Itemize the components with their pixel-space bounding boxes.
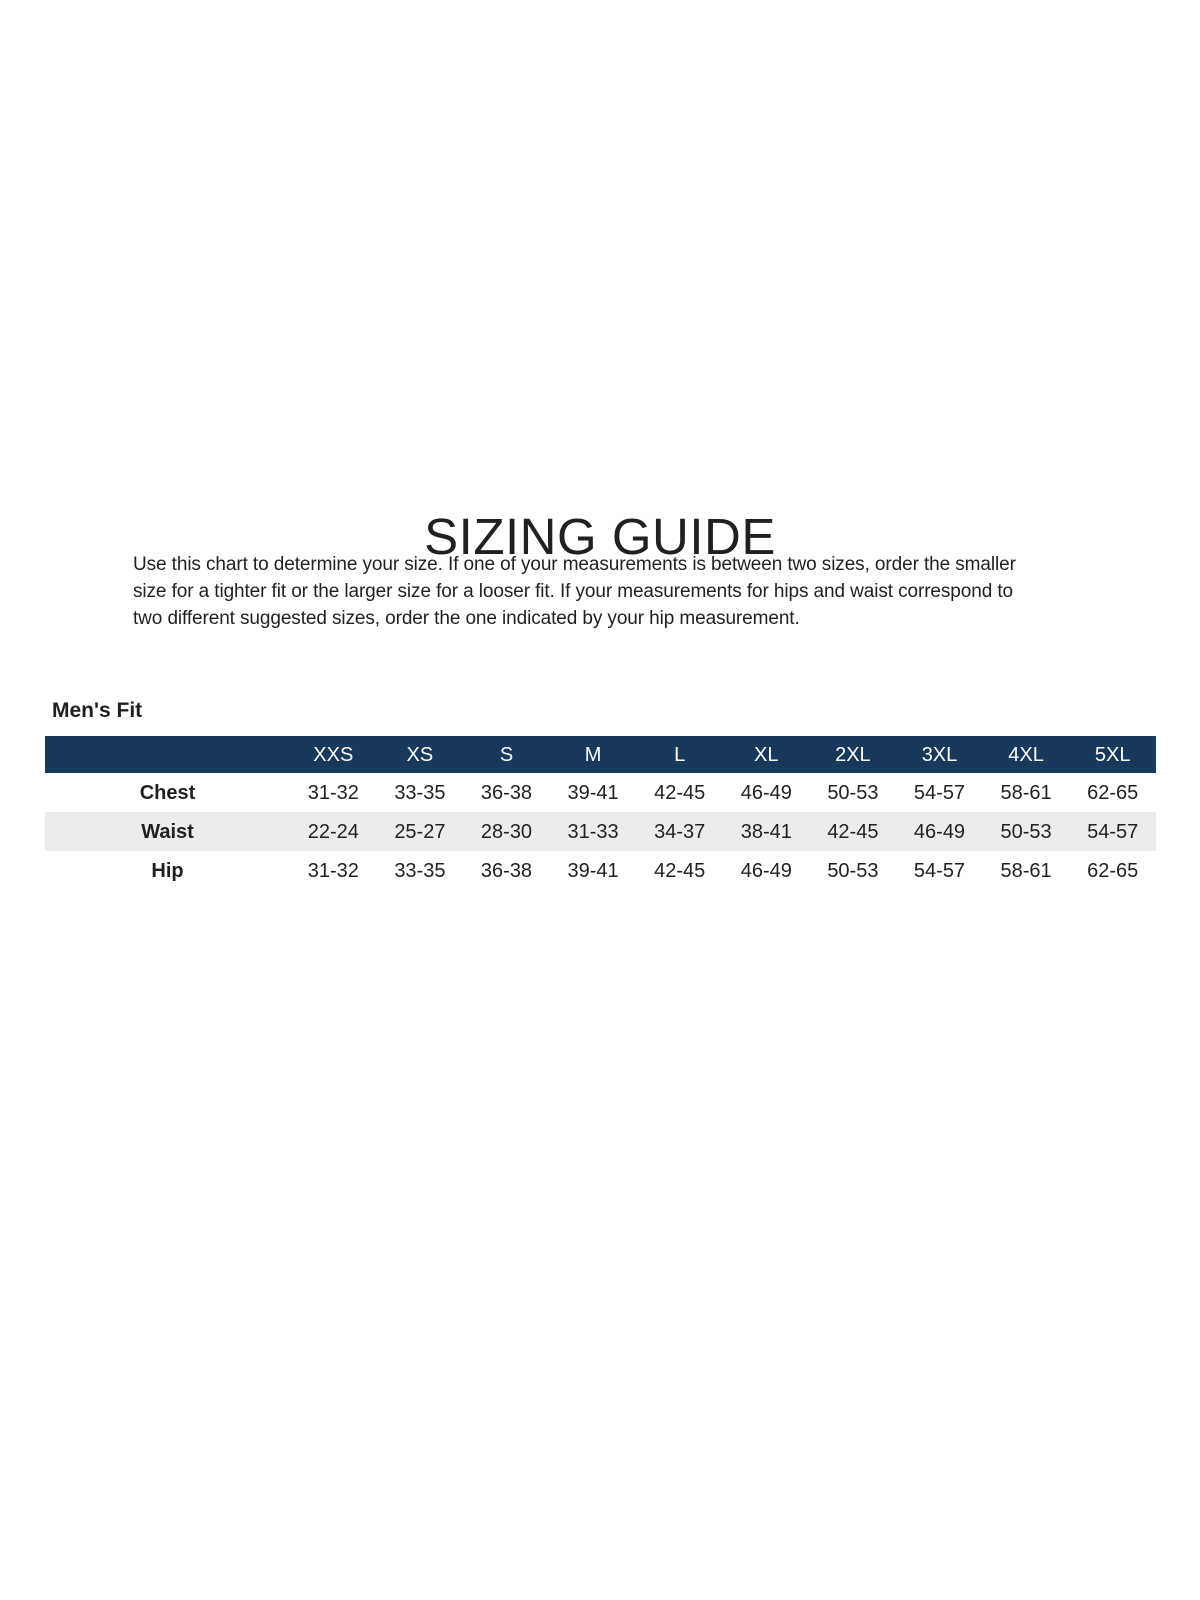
waist-value-2xl: 42-45	[827, 820, 879, 843]
header-cell-4xl: 4XL	[1008, 743, 1044, 766]
intro-line: size for a tighter fit or the larger size for a looser fit. If your measurements for hips and waist correspond to	[133, 581, 1013, 602]
intro-line: Use this chart to determine your size. If one of your measurements is between two sizes, order the smaller	[133, 554, 1016, 575]
hip-value-xxs: 31-32	[307, 859, 359, 882]
header-cell-3xl: 3XL	[921, 743, 958, 766]
waist-value-xxs: 22-24	[307, 820, 359, 843]
header-cell-5xl: 5XL	[1094, 743, 1131, 766]
header-cell-2xl: 2XL	[835, 743, 871, 766]
size-table	[45, 736, 1156, 890]
hip-value-xl: 46-49	[740, 859, 792, 882]
chest-value-xs: 33-35	[394, 781, 446, 804]
waist-value-5xl: 54-57	[1087, 820, 1139, 843]
hip-value-3xl: 54-57	[913, 859, 966, 882]
chest-value-s: 36-38	[480, 781, 533, 804]
hip-value-xs: 33-35	[394, 859, 446, 882]
size-table-header-row	[45, 736, 1156, 773]
header-cell-xl: XL	[754, 743, 779, 766]
table-row-hip	[45, 851, 1156, 890]
waist-value-xs: 25-27	[394, 820, 446, 843]
header-cell-s: S	[499, 743, 514, 766]
hip-value-2xl: 50-53	[827, 859, 879, 882]
hip-value-4xl: 58-61	[1000, 859, 1052, 882]
chest-value-xxs: 31-32	[307, 781, 359, 804]
chest-value-4xl: 58-61	[1000, 781, 1052, 804]
waist-value-m: 31-33	[567, 820, 619, 843]
header-cell-xxs: XXS	[313, 743, 354, 766]
chest-value-3xl: 54-57	[913, 781, 966, 804]
waist-value-l: 34-37	[654, 820, 706, 843]
page-title: SIZING GUIDE	[424, 508, 776, 566]
intro-paragraph	[133, 551, 1073, 632]
chest-value-2xl: 50-53	[827, 781, 879, 804]
hip-value-l: 42-45	[654, 859, 706, 882]
hip-value-m: 39-41	[567, 859, 619, 882]
chest-value-l: 42-45	[654, 781, 706, 804]
waist-value-s: 28-30	[480, 820, 533, 843]
row-label-chest: Chest	[139, 781, 196, 804]
table-row-waist	[45, 812, 1156, 851]
hip-value-5xl: 62-65	[1087, 859, 1139, 882]
row-label-waist: Waist	[141, 820, 194, 843]
row-label-hip: Hip	[151, 859, 184, 882]
header-cell-m: M	[584, 743, 602, 766]
section-label-mens-fit: Men's Fit	[52, 699, 143, 722]
header-cell-l: L	[674, 743, 686, 766]
intro-line: two different suggested sizes, order the one indicated by your hip measurement.	[133, 608, 800, 629]
hip-value-s: 36-38	[480, 859, 533, 882]
waist-value-xl: 38-41	[740, 820, 792, 843]
chest-value-5xl: 62-65	[1087, 781, 1139, 804]
waist-value-4xl: 50-53	[1000, 820, 1052, 843]
header-cell-xs: XS	[406, 743, 434, 766]
table-row-chest	[45, 773, 1156, 812]
chest-value-m: 39-41	[567, 781, 619, 804]
chest-value-xl: 46-49	[740, 781, 792, 804]
waist-value-3xl: 46-49	[913, 820, 966, 843]
